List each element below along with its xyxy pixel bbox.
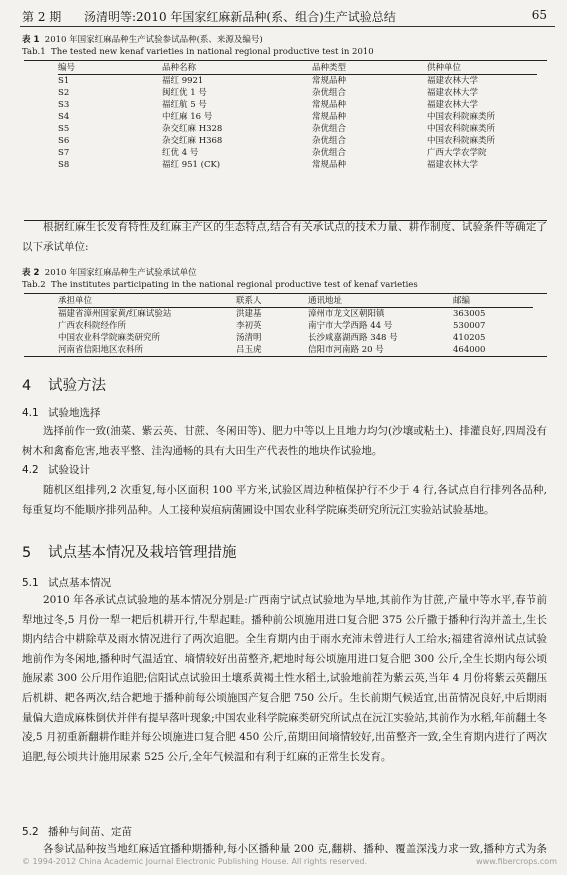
- table-cell: 闽红优 1 号: [162, 88, 207, 98]
- table-row: [58, 87, 537, 99]
- table1-header-cell: 品种名称: [162, 63, 197, 73]
- table-cell: 410205: [453, 333, 486, 343]
- subsection-number: 5.2: [22, 826, 39, 838]
- table1-title-en: The tested new kenaf varieties in national regional productive test in 2010: [51, 47, 374, 57]
- subsection-title: 试验设计: [48, 464, 90, 476]
- table-row: [58, 75, 537, 88]
- section-number: 5: [22, 545, 32, 561]
- table-row: [58, 111, 537, 123]
- table-cell: 中国农科院麻类所: [427, 124, 496, 134]
- table-cell: 363005: [453, 309, 486, 319]
- subsection-title: 试点基本情况: [48, 577, 111, 589]
- table-cell: 福建农林大学: [427, 76, 479, 86]
- table2: [58, 295, 533, 356]
- table2-header-cell: 承担单位: [58, 296, 93, 306]
- running-header: [22, 6, 553, 26]
- table-row: [58, 344, 533, 356]
- table-row: [58, 320, 533, 332]
- table-cell: 杂优组合: [312, 124, 347, 134]
- table1-label-en: Tab.1: [22, 47, 46, 57]
- paragraph-design: 随机区组排列,2 次重复,每小区面积 100 平方米,试验区周边种植保护行不少于 4 行,各试点自行排列各品种,每重复均不能顺序排列品种。人工接种炭疽病菌圃设中国农业科学院麻类研究所沅江实验站试验基地。: [22, 484, 547, 516]
- section-number: 4: [22, 378, 32, 394]
- table-cell: 常规品种: [312, 112, 347, 122]
- table-cell: S8: [58, 160, 70, 170]
- section-title: 试验方法: [48, 378, 106, 394]
- table-cell: 中红麻 16 号: [162, 112, 213, 122]
- table-row: [58, 123, 537, 135]
- watermark-url: www.fibercrops.com: [476, 857, 557, 866]
- subsection-title: 试验地选择: [48, 407, 101, 419]
- paragraph-test-units: 根据红麻生长发育特性及红麻主产区的生态特点,结合有关承试点的技术力量、耕作制度、试验条件等确定了以下承试单位:: [22, 221, 547, 253]
- subsection-5-1-heading: [22, 575, 111, 590]
- table-cell: S3: [58, 100, 70, 110]
- table1-top-rule: [24, 60, 547, 61]
- table-cell: 530007: [453, 321, 486, 331]
- table-row: [58, 308, 533, 321]
- table-cell: 福建农林大学: [427, 100, 479, 110]
- header-rule: [20, 26, 555, 27]
- table-cell: 漳州市龙文区朝阳镇: [308, 309, 385, 319]
- table-row: [58, 159, 537, 171]
- table2-title-en: The institutes participating in the national regional productive test of kenaf varieties: [51, 280, 418, 290]
- table2-header-cell: 联系人: [236, 296, 262, 306]
- table-cell: 福建农林大学: [427, 160, 479, 170]
- table-cell: 中国农科院麻类所: [427, 136, 496, 146]
- paragraph-sowing: 各参试品种按当地红麻适宜播种期播种,每小区播种量 200 克,翻耕、播种、覆盖深浅力求一致,播种方式为条: [43, 843, 547, 855]
- table-cell: 福建省漳州国家黄/红麻试验站: [58, 309, 172, 319]
- paragraph-site-conditions: 2010 年各承试点试验地的基本情况分别是:广西南宁试点试验地为旱地,其前作为甘蔗,产量中等水平,春节前犁地过冬,5 月份一犁一耙后机耕开行,牛犁起畦。播种前公顷施用进口复合肥 375 公斤撒于播种行沟并盖土,生长期内结合中耕除草及雨水情况进行了两次追肥。全生育期内由于雨水充沛未曾进行人工给水;福建省漳州试点试验地前作为冬闲地,播种时气温适宜、墒情较好出苗整齐,耙地时每公顷施用进口复合肥 300 公斤,全生长期内每公顷施尿素 300 公斤用作追肥;信阳试点试验田土壤系黄褐土性水稻土,试验地前茬为紫云英,当年 4 月份将紫云英翻压后机耕、耙各两次,结合耙地于播种前每公顷施国产复合肥 750 公斤。生长前期气候适宜,出苗情况良好,中后期雨量偏大造成麻株倒伏并伴有提早落叶现象;中国农业科学院麻类研究所试点在沅江实验站,其前作为水稻,年前翻土冬凌,5 月初重新翻耕作畦并每公顷施进口复合肥 450 公斤,苗期田间墒情较好,出苗整齐一致,全生育期内进行了两次追肥,每公顷共计施用尿素 525 公斤,全年气候温和有利于红麻的正常生长发育。: [22, 594, 547, 763]
- table2-header-row: [58, 295, 533, 308]
- table-cell: 福红 9921: [162, 76, 204, 86]
- table2-label-cn: 表 2: [22, 268, 40, 278]
- section-title: 试点基本情况及栽培管理措施: [48, 545, 237, 561]
- table-cell: 长沙咸嘉湖西路 348 号: [308, 333, 398, 343]
- subsection-number: 5.1: [22, 577, 39, 589]
- table-row: [58, 135, 537, 147]
- table2-header-cell: 邮编: [453, 296, 471, 306]
- table-cell: 常规品种: [312, 100, 347, 110]
- table-cell: 南宁市大学西路 44 号: [308, 321, 393, 331]
- table-cell: 中国农科院麻类所: [427, 112, 496, 122]
- table2-title-cn: 2010 年国家红麻品种生产试验承试单位: [44, 268, 197, 278]
- table-cell: 杂优组合: [312, 136, 347, 146]
- table2-label-en: Tab.2: [22, 280, 46, 290]
- table1-caption-cn: [22, 33, 263, 45]
- table1-title-cn: 2010 年国家红麻品种生产试验参试品种(系、来源及编号): [44, 35, 263, 45]
- table2-header-cell: 通讯地址: [308, 296, 343, 306]
- table1-header-cell: 编号: [58, 63, 76, 73]
- table-row: [58, 99, 537, 111]
- subsection-5-2-heading: [22, 824, 132, 839]
- page-number: 65: [531, 8, 547, 22]
- subsection-number: 4.1: [22, 407, 39, 419]
- table-cell: 464000: [453, 345, 486, 355]
- subsection-number: 4.2: [22, 464, 39, 476]
- table-cell: 信阳市河南路 20 号: [308, 345, 384, 355]
- table1-header-row: [58, 62, 537, 75]
- table1-label-cn: 表 1: [22, 35, 40, 45]
- table-cell: S7: [58, 148, 70, 158]
- table-cell: 洪建基: [236, 309, 262, 319]
- subsection-title: 播种与间苗、定苗: [48, 826, 132, 838]
- table-cell: 中国农业科学院麻类研究所: [58, 333, 161, 343]
- section-5-heading: [22, 541, 237, 562]
- table-cell: 河南省信阳地区农科所: [58, 345, 144, 355]
- table-cell: 杂优组合: [312, 148, 347, 158]
- table-cell: 红优 4 号: [162, 148, 199, 158]
- paragraph-site-selection: 选择前作一致(油菜、紫云英、甘蔗、冬闲田等)、肥力中等以上且地力均匀(沙壤或粘土)、排灌良好,四周没有树木和禽畜危害,地表平整、洼沟通畅的具有大田生产代表性的地块作试验地。: [22, 425, 547, 457]
- table-row: [58, 147, 537, 159]
- table-cell: S2: [58, 88, 70, 98]
- table-cell: 杂交红麻 H328: [162, 124, 223, 134]
- table2-caption-cn: [22, 266, 197, 278]
- table1-header-cell: 品种类型: [312, 63, 347, 73]
- table2-top-rule: [24, 293, 547, 294]
- table-cell: S1: [58, 76, 70, 86]
- issue-number: 第 2 期: [22, 10, 62, 24]
- table-cell: S6: [58, 136, 70, 146]
- table-cell: S4: [58, 112, 70, 122]
- subsection-4-1-heading: [22, 405, 101, 420]
- subsection-4-2-heading: [22, 462, 90, 477]
- table-cell: 福红航 5 号: [162, 100, 207, 110]
- table-cell: 吕玉虎: [236, 345, 262, 355]
- table2-caption-en: [22, 280, 418, 290]
- table1: [58, 62, 537, 171]
- table-cell: 常规品种: [312, 76, 347, 86]
- table-cell: 李初英: [236, 321, 262, 331]
- copyright-text: © 1994-2012 China Academic Journal Electronic Publishing House. All rights reserved.: [22, 857, 368, 866]
- table-cell: 常规品种: [312, 160, 347, 170]
- copyright-footer: [22, 857, 561, 866]
- table-cell: 广西农科院经作所: [58, 321, 127, 331]
- table-cell: 广西大学农学院: [427, 148, 487, 158]
- table-cell: S5: [58, 124, 70, 134]
- running-title: 汤清明等:2010 年国家红麻新品种(系、组合)生产试验总结: [84, 10, 396, 24]
- table-row: [58, 332, 533, 344]
- section-4-heading: [22, 374, 106, 395]
- table-cell: 汤清明: [236, 333, 262, 343]
- table-cell: 福建农林大学: [427, 88, 479, 98]
- table-cell: 福红 951 (CK): [162, 160, 221, 170]
- table-cell: 杂交红麻 H368: [162, 136, 223, 146]
- table1-caption-en: [22, 47, 374, 57]
- table-cell: 杂优组合: [312, 88, 347, 98]
- table2-bottom-rule: [24, 356, 547, 357]
- table1-header-cell: 供种单位: [427, 63, 462, 73]
